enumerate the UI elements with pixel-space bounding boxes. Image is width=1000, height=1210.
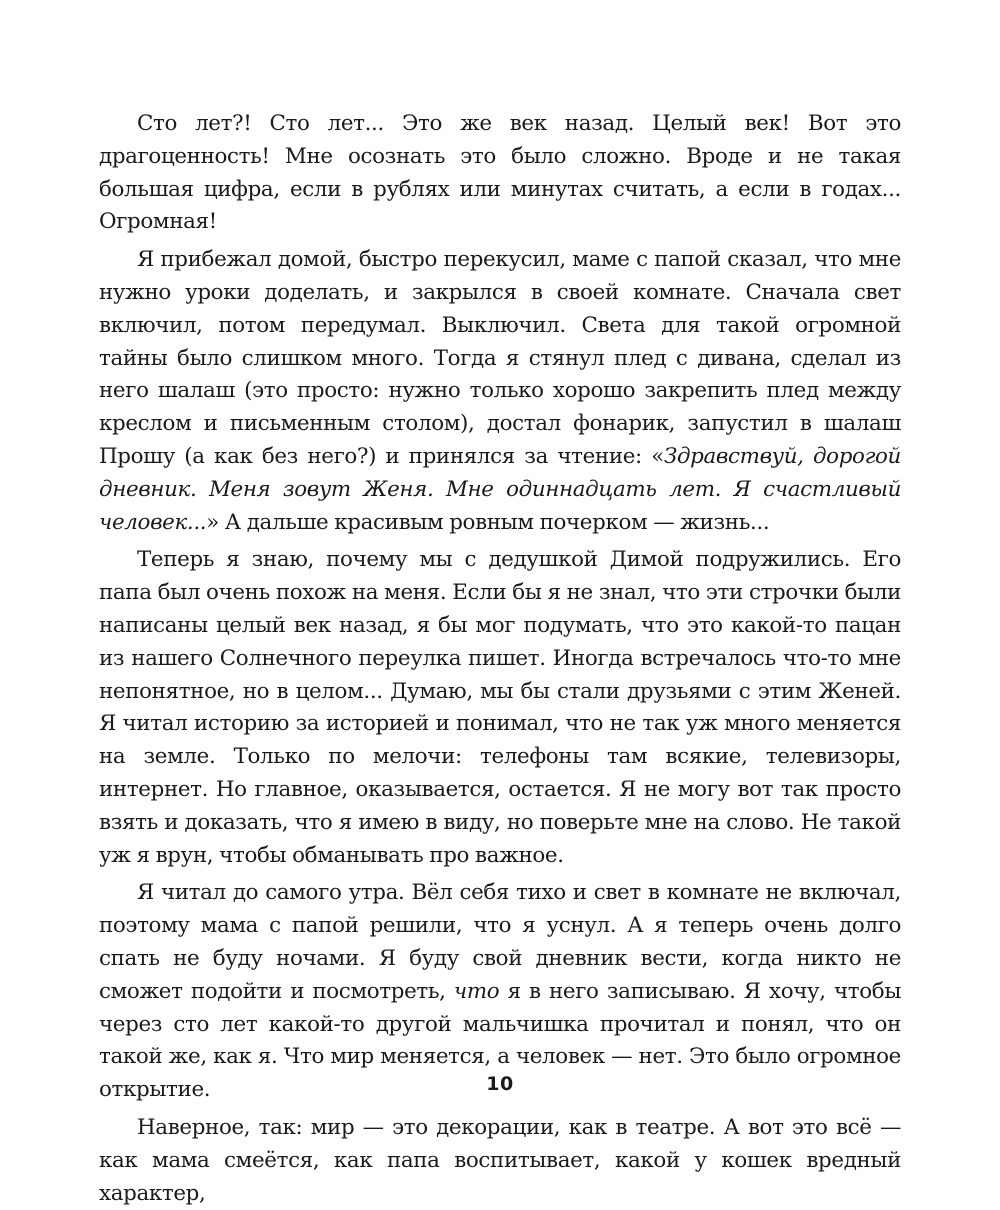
paragraph-text: » А дальше красивым ровным почерком — жизнь... [206, 509, 770, 535]
paragraph [99, 544, 901, 872]
book-page-text [99, 108, 901, 1210]
paragraph [99, 1112, 901, 1210]
emphasized-word: что [453, 978, 500, 1004]
diary-quote: Здравствуй, дорогой дневник. Меня зовут Женя. Мне одиннадцать лет. Я счастливый человек... [99, 443, 901, 535]
paragraph-text: Сто лет?! Сто лет... Это же век назад. Целый век! Вот это драгоценность! Мне осознать это было сложно. Вроде и не такая большая цифра, если в рублях или минутах считать, а если в годах... Огромная! [99, 111, 901, 235]
paragraph-text: я в него записываю. Я хочу, чтобы через сто лет какой-то другой мальчишка прочитал и понял, что он такой же, как я. Что мир меняется, а человек — нет. Это было огромное открытие. [99, 978, 901, 1103]
paragraph [99, 244, 901, 539]
page-number: 10 [486, 1073, 514, 1095]
paragraph [99, 108, 901, 239]
paragraph-text: Я прибежал домой, быстро перекусил, маме с папой сказал, что мне нужно уроки доделать, и закрылся в своей комнате. Сначала свет включил, потом передумал. Выключил. Света для такой огромной тайны было слишком много. Тогда я стянул плед с дивана, сделал из него шалаш (это просто: нужно только хорошо закрепить плед между креслом и письменным столом), достал фонарик, запустил в шалаш Прошу (а как без него?) и принялся за чтение: « [99, 247, 901, 469]
paragraph-text: Я читал до самого утра. Вёл себя тихо и свет в комнате не включал, поэтому мама с папой решили, что я уснул. А я теперь очень долго спать не буду ночами. Я буду свой дневник вести, когда никто не сможет подойти и посмотреть, [99, 880, 901, 1004]
paragraph-text: Наверное, так: мир — это декорации, как в театре. А вот это всё — как мама смеётся, как папа воспитывает, какой у кошек вредный характер, [99, 1114, 901, 1206]
paragraph-text: Теперь я знаю, почему мы с дедушкой Димой подружились. Его папа был очень похож на меня. Если бы я не знал, что эти строчки были написаны целый век назад, я бы мог подумать, что это какой-то пацан из нашего Солнечного переулка пишет. Иногда встречалось что-то мне непонятное, но в целом... Думаю, мы бы стали друзьями с этим Женей. Я читал историю за историей и понимал, что не так уж много меняется на земле. Только по мелочи: телефоны там всякие, телевизоры, интернет. Но главное, оказывается, остается. Я не могу вот так просто взять и доказать, что я имею в виду, но поверьте мне на слово. Не такой уж я врун, чтобы обманывать про важное. [99, 547, 901, 868]
